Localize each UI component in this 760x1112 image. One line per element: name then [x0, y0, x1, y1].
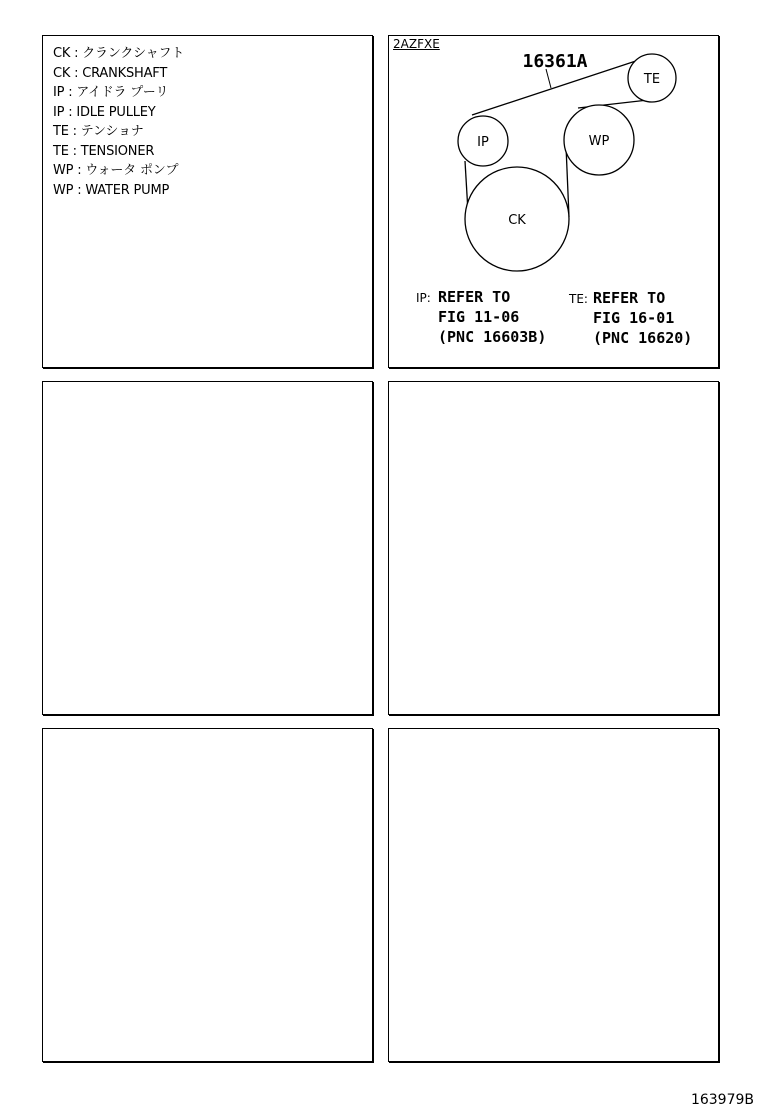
legend-item: TE : TENSIONER [53, 143, 155, 159]
te-note-line2: FIG 16-01 [593, 309, 675, 327]
empty-panel [388, 728, 719, 1062]
legend-item: TE : テンショナ [53, 124, 144, 139]
empty-panel [42, 728, 373, 1062]
part-number: 16361A [522, 51, 588, 72]
belt-diagram [389, 36, 720, 369]
pulley-te-label: TE [643, 72, 661, 87]
pulley-ip [458, 116, 508, 166]
legend-item: WP : ウォータ ポンプ [53, 163, 179, 178]
empty-panel [388, 381, 719, 715]
ip-note [416, 288, 546, 346]
te-note-line3: (PNC 16620) [593, 329, 693, 347]
diagram-id: 163979B [690, 1092, 754, 1108]
legend-item: IP : アイドラ プーリ [53, 85, 169, 100]
te-note [568, 289, 692, 347]
legend-item: WP : WATER PUMP [53, 182, 170, 198]
ip-note-line2: FIG 11-06 [438, 308, 520, 326]
pulley-ck [465, 167, 569, 271]
belt-diagram-panel [388, 35, 719, 368]
empty-panel [42, 381, 373, 715]
legend-list [53, 44, 184, 200]
ip-note-prefix: IP: [416, 291, 431, 305]
pulley-ck-label: CK [508, 213, 526, 228]
pulley-te [628, 54, 676, 102]
legend-item: CK : クランクシャフト [53, 46, 185, 61]
ip-note-line3: (PNC 16603B) [438, 328, 547, 346]
te-note-line1: REFER TO [593, 289, 666, 307]
pulley-wp [564, 105, 634, 175]
te-note-prefix: TE: [569, 292, 588, 306]
pulley-ip-label: IP [477, 135, 489, 150]
ip-note-line1: REFER TO [438, 288, 511, 306]
pulley-wp-label: WP [588, 134, 610, 149]
legend-item: CK : CRANKSHAFT [53, 65, 168, 81]
legend-item: IP : IDLE PULLEY [53, 104, 156, 120]
engine-code: 2AZFXE [393, 37, 440, 51]
legend-panel [42, 35, 373, 368]
